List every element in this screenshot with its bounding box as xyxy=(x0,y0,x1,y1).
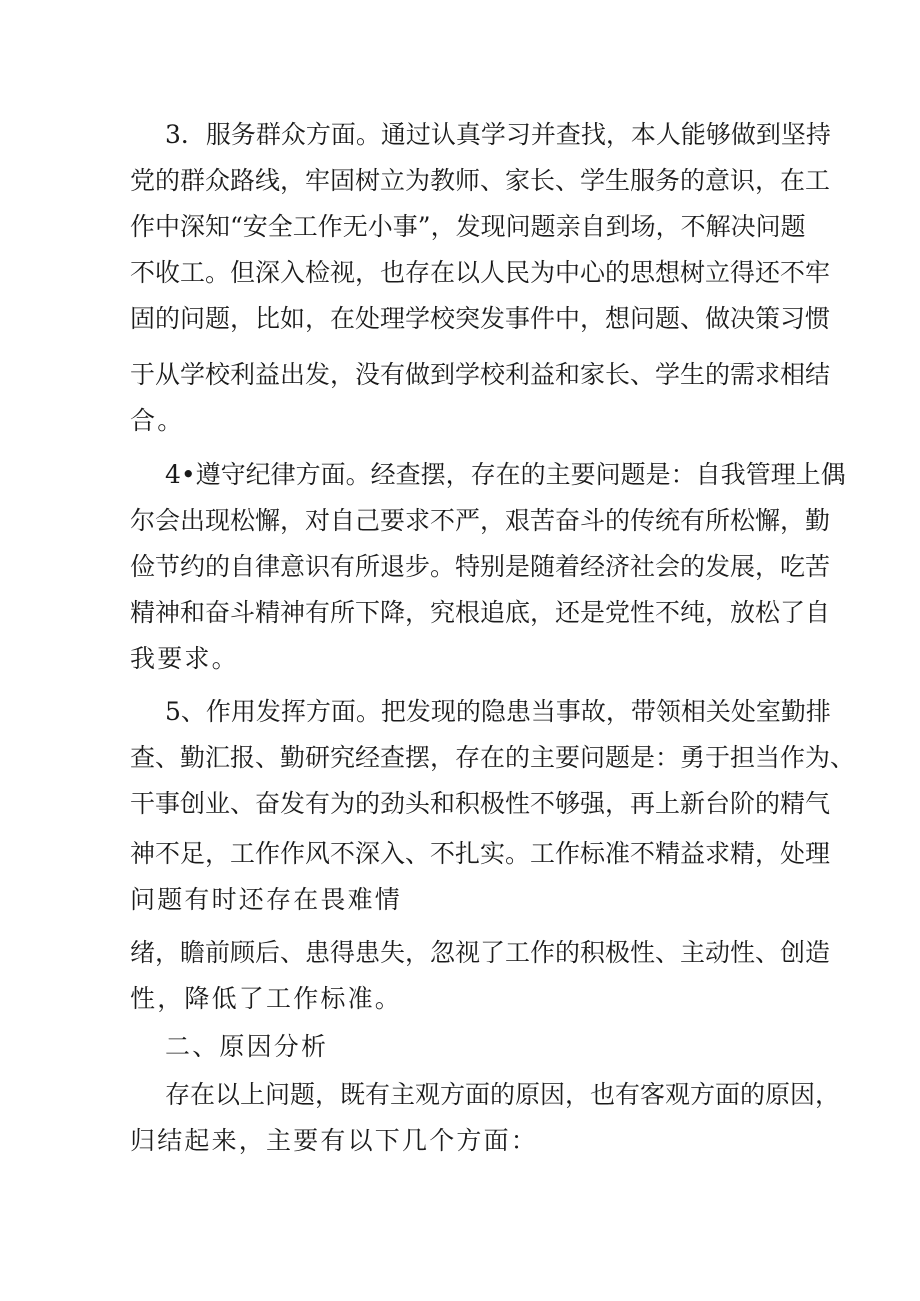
paragraph-5-line-6: 绪，瞻前顾后、患得患失，忽视了工作的积极性、主动性、创造 xyxy=(130,938,831,967)
paragraph-5-line-2: 查、勤汇报、勤研究经查摆，存在的主要问题是：勇于担当作为、 xyxy=(130,743,856,772)
paragraph-4-line-3: 俭节约的自律意识有所退步。特别是随着经济社会的发展，吃苦 xyxy=(130,552,831,581)
paragraph-4-line-4: 精神和奋斗精神有所下降，究根追底，还是党性不纯，放松了自 xyxy=(130,598,831,627)
paragraph-4-line-2: 尔会出现松懈，对自己要求不严，艰苦奋斗的传统有所松懈，勤 xyxy=(130,506,831,535)
paragraph-3-line-1: 3．服务群众方面。通过认真学习并查找，本人能够做到坚持 xyxy=(165,120,831,149)
paragraph-3-line-2: 党的群众路线，牢固树立为教师、家长、学生服务的意识，在工 xyxy=(130,166,831,195)
paragraph-3-line-4: 不收工。但深入检视，也存在以人民为中心的思想树立得还不牢 xyxy=(130,258,831,287)
paragraph-5-line-7: 性，降低了工作标准。 xyxy=(130,984,403,1013)
paragraph-3-line-3: 作中深知“安全工作无小事”，发现问题亲自到场，不解决问题 xyxy=(130,212,806,241)
paragraph-3-line-6: 于从学校利益出发，没有做到学校利益和家长、学生的需求相结 xyxy=(130,360,831,389)
paragraph-5-line-4: 神不足，工作作风不深入、不扎实。工作标准不精益求精，处理 xyxy=(130,839,831,868)
paragraph-3-line-7: 合。 xyxy=(130,406,185,435)
analysis-paragraph-line-2: 归结起来，主要有以下几个方面： xyxy=(130,1126,539,1155)
analysis-paragraph-line-1: 存在以上问题，既有主观方面的原因，也有客观方面的原因， xyxy=(165,1080,841,1109)
paragraph-4-line-5: 我要求。 xyxy=(130,644,239,673)
paragraph-3-line-5: 固的问题，比如，在处理学校突发事件中，想问题、做决策习惯 xyxy=(130,304,831,333)
paragraph-5-line-5: 问题有时还存在畏难情 xyxy=(130,885,403,914)
section-heading-cause-analysis: 二、原因分析 xyxy=(165,1032,329,1061)
paragraph-4-line-1: 4•遵守纪律方面。经查摆，存在的主要问题是：自我管理上偶 xyxy=(165,460,846,489)
paragraph-5-line-1: 5、作用发挥方面。把发现的隐患当事故，带领相关处室勤排 xyxy=(165,697,831,726)
paragraph-5-line-3: 干事创业、奋发有为的劲头和积极性不够强，再上新台阶的精气 xyxy=(130,789,831,818)
